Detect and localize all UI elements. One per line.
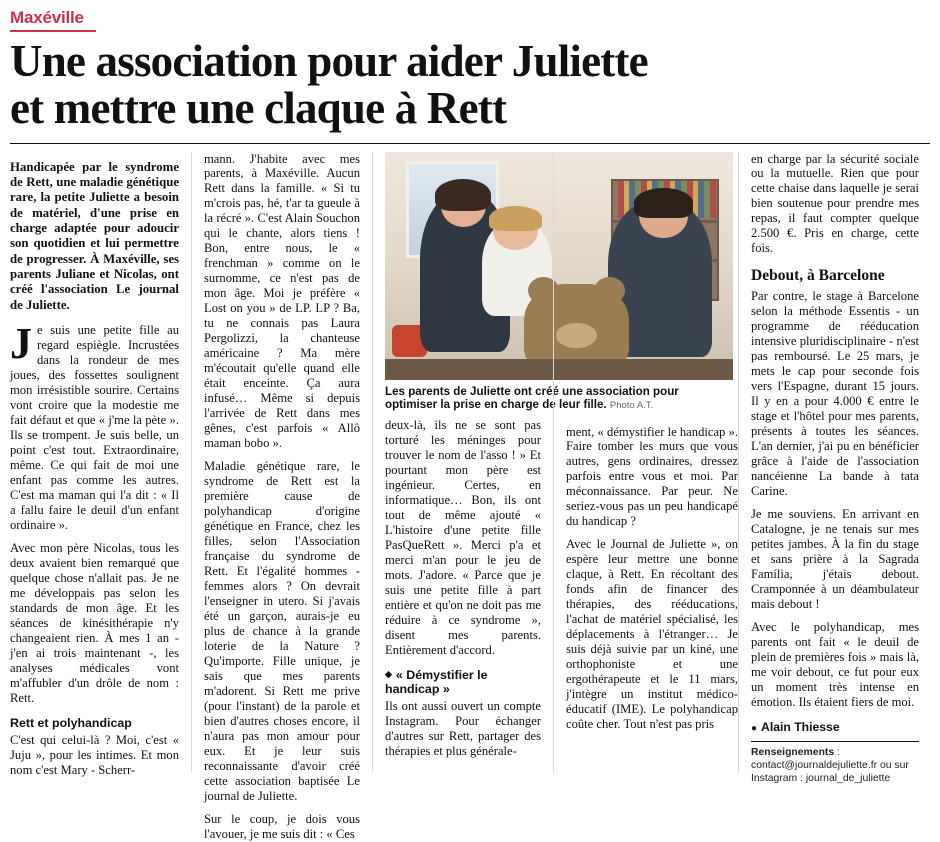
- paragraph: Avec le Journal de Juliette », on espère leur mettre une bonne claque, à Rett. En récoltant des fonds afin de financer des thérapies, des rééducations, l'achat de matériel spécialisé, les déplacements à l'étranger… Je suis déjà suivie par un kiné, une orthophoniste et une ergothérapeute et le 11 mars, j'intègre un institut médico-éducatif (IME). Le polyhandicap coûte cher. Tout n'est pas pris: [566, 537, 738, 732]
- kicker-rule: [10, 30, 96, 32]
- headline-divider: [10, 143, 930, 144]
- paragraph-text: e suis une petite fille au regard espiègle. Incrustées dans la rondeur de mes joues, des fossettes soulignent mon irrésistible sourire. Certains vont croire que la modestie me fait défaut et que « j'me la pète ». Ils se trompent. Je suis belle, un point c'est tout. Extraordinaire, même. Ce qui fait de moi une enfant pas comme les autres. C'est ma maman qui l'a dit : « Il a fallu faire le deuil d'un enfant ordinaire ».: [10, 322, 179, 532]
- drop-cap: J: [10, 318, 32, 368]
- lead-paragraph: Handicapée par le syndrome de Rett, une maladie génétique rare, la petite Juliette a besoin de matériel, d'une prise en charge adaptée pour adoucir son quotidien et lui permettre de progresser. À Maxéville, ses parents Juliane et Nicolas, ont créé l'association Le journal de Juliette.: [10, 159, 179, 312]
- headline-line-2: et mettre une claque à Rett: [10, 83, 507, 134]
- paragraph: en charge par la sécurité sociale ou la mutuelle. Rien que pour cette chaise dans laquelle je serai bien soutenue pour prendre mes repas, il faut compter quelque 2.500 €. Pris en charge, cette fois.: [751, 151, 919, 256]
- infobox-text: : contact@journaldejuliette.fr ou sur Instagram : journal_de_juliette: [751, 746, 909, 784]
- article-columns: [10, 151, 930, 841]
- paragraph: Sur le coup, je dois vous l'avouer, je me suis dit : « Ces: [204, 811, 360, 841]
- subheading-demystifier-le-handicap: ◆ « Démystifier le handicap »: [385, 668, 541, 697]
- paragraph: C'est qui celui-là ? Moi, c'est « Juju », pour les intimes. Et mon nom c'est Mary - Scherr-: [10, 732, 179, 777]
- article-byline: ● Alain Thiesse: [751, 720, 919, 734]
- column-4: [553, 152, 738, 772]
- paragraph: mann. J'habite avec mes parents, à Maxéville. Aucun Rett dans la famille. « Si tu m'crois pas, hé, t'ar ta gueule à la récré ». C'est Alain Souchon qui le chante, alors tiens ! Bon, entre nous, le « frenchman » comme on le surnomme, ce n'est pas de mon âge. Moi je préfère « Lost on you » de LP. LP ? Ba, tu ne connais pas Laura Pergolizzi, la chanteuse américaine ? Ma mère m'écoutait qu'elle quand elle était enceinte. Ça aura infusé… Même si depuis l'arrivée de Rett dans mes gênes, c'est parfois « Allô maman bobo ».: [204, 151, 360, 451]
- photo-credit: Photo A.T.: [609, 400, 654, 412]
- photo-caption-text: Les parents de Juliette ont créé une association pour optimiser la prise en charge de leur fille.: [385, 384, 679, 412]
- paragraph: ment, « démystifier le handicap ». Faire tomber les murs que vous autres, gens ordinaires, dressez parfois entre vous et moi. Par méconnaissance. Par peur. Ne seriez-vous pas un peu handicapé du handicap ?: [566, 424, 738, 529]
- paragraph: Maladie génétique rare, le syndrome de Rett est la première cause de polyhandicap d'origine génétique en France, chez les filles, selon l'Association française du syndrome de Rett. Et l'égalité hommes - femmes alors ? On devrait l'enseigner in utero. Si j'avais été un garçon, aurais-je eu plus de chance à la grande loterie de la Nature ? Qu'importe. Fille unique, je sais que mes parents m'adorent. Si Rett me prive (pour l'instant) de la parole et bien d'autres choses encore, il n'aura pas mon amour pour eux. Et je leur suis reconnaissante d'avoir créé cette association baptisée Le journal de Juliette.: [204, 459, 360, 803]
- mother-hair: [435, 179, 491, 211]
- paragraph: Je me souviens. En arrivant en Catalogne, je ne tenais sur mes petites jambes. À la fin du stage et sans prière à la Sagrada Família, j'étais debout. Cramponnée à un déambulateur mais debout !: [751, 506, 919, 611]
- column-1: [10, 152, 191, 777]
- page-title: [10, 38, 930, 133]
- paragraph: deux-là, ils ne se sont pas torturé les méninges pour trouver le nom de l'asso ! » Et pourtant mon père est ingénieur. Certes, en informatique… Bon, ils ont tout de même ajouté « L'histoire d'une petite fille PasQueRett ». Merci p'a et merci m'an pour le jeu de mots. J'adore. « Parce que je suis une petite fille à part entière et qu'on ne doit pas me réduire à ce syndrome », disent mes parents. Entièrement d'accord.: [385, 417, 541, 657]
- contact-infobox: [751, 741, 919, 785]
- headline-line-1: Une association pour aider Juliette: [10, 36, 648, 86]
- subheading-debout-a-barcelone: Debout, à Barcelone: [751, 267, 885, 285]
- newspaper-page: [0, 8, 940, 841]
- paragraph: Ils ont aussi ouvert un compte Instagram. Pour échanger d'autres sur Rett, partager des thérapies et plus générale-: [385, 699, 541, 759]
- paragraph: Avec mon père Nicolas, tous les deux avaient bien remarqué que quelque chose n'allait pas. Je ne me développais pas selon les standards de mon âge. Et les séances de kinésithérapie n'y changeaient rien. À mes 1 an - j'en ai trois maintenant -, les analyses médicales vont m'affubler d'un drôle de nom : Rett.: [10, 540, 179, 705]
- paragraph: [10, 318, 179, 533]
- column-2: [191, 151, 372, 841]
- photo-block: [385, 152, 679, 412]
- paragraph: Par contre, le stage à Barcelone selon la méthode Essentis - un programme de rééducation intensive pluridisciplinaire - n'est pas remboursé. Le 25 mars, je mets le cap pour seconde fois vers l'Espagne, durant 15 jours. Il y en a pour 4.000 € entre le stage et l'hôtel pour mes parents, présents à toutes les séances. L'an dernier, j'ai pu en bénéficier grâce à l'aide de l'association nancéienne La bande à tata Carine.: [751, 289, 919, 498]
- column-5: [738, 151, 919, 784]
- subheading-rett-et-polyhandicap: Rett et polyhandicap: [10, 715, 132, 730]
- section-kicker: Maxéville: [10, 8, 84, 27]
- child-hair: [489, 206, 541, 231]
- infobox-label: Renseignements: [751, 746, 835, 758]
- paragraph: Avec le polyhandicap, mes parents ont fait « le deuil de plein de premières fois » mais là, me voir debout, ce fut pour eux un moment très intense en émotion. Ils étaient fiers de moi.: [751, 619, 919, 709]
